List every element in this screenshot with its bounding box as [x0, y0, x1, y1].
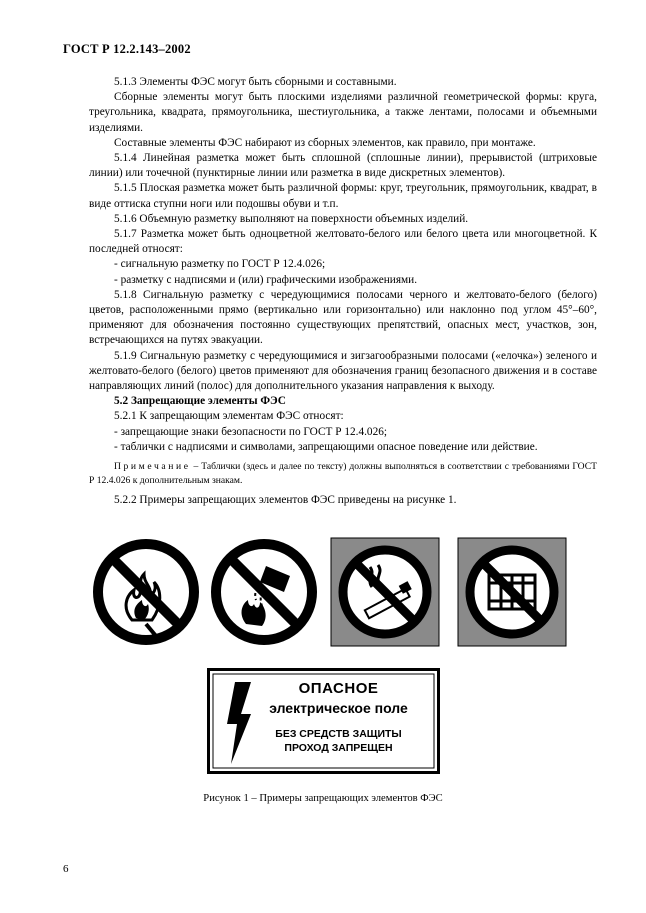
section-heading-5-2: 5.2 Запрещающие элементы ФЭС	[114, 395, 286, 408]
plate-line-danger: ОПАСНОЕ	[298, 680, 379, 697]
list-item-inscription-marking: - разметку с надписями и (или) графическими изображениями.	[114, 273, 418, 286]
plate-line-passage-forbidden: ПРОХОД ЗАПРЕЩЕН	[284, 742, 393, 754]
list-item-plates: - таблички с надписями и символами, запрещающими опасное поведение или действие.	[114, 440, 538, 453]
paragraph-5-1-4: 5.1.4 Линейная разметка может быть сплошной (сплошные линии), прерывистой (штриховые линии) или точечной (пунктирные линии или разметка в виде дискретных элементов).	[89, 152, 597, 180]
paragraph-5-2-2: 5.2.2 Примеры запрещающих элементов ФЭС приведены на рисунке 1.	[114, 494, 457, 507]
electric-field-warning-plate	[207, 668, 440, 774]
document-header: ГОСТ Р 12.2.143–2002	[63, 42, 191, 56]
list-item-signal-marking: - сигнальную разметку по ГОСТ Р 12.4.026;	[114, 258, 326, 271]
list-item-prohibition-signs: - запрещающие знаки безопасности по ГОСТ Р 12.4.026;	[114, 425, 388, 438]
paragraph-5-1-3: 5.1.3 Элементы ФЭС могут быть сборными и составными.	[114, 76, 397, 88]
body-text	[89, 75, 597, 508]
paragraph-5-1-5: 5.1.5 Плоская разметка может быть различной формы: круг, треугольник, прямоугольник, квадрат, в виде оттиска ступни ноги или подошвы обуви и т.п.	[89, 182, 597, 210]
paragraph-assembled: Сборные элементы могут быть плоскими изделиями различной геометрической формы: круга, треугольника, квадрата, прямоугольника, шестиугольника, а также лентами, полосами и объемными изделиями.	[89, 91, 597, 134]
note	[89, 460, 597, 488]
paragraph-composite: Составные элементы ФЭС набирают из сборных элементов, как правило, при монтаже.	[114, 136, 536, 149]
page-number: 6	[63, 863, 69, 875]
paragraph-5-1-8: 5.1.8 Сигнальную разметку с чередующимися полосами черного и желтовато-белого (белого) цветов, расположенными прямо (вертикально или горизонтально) или наклонно под углом 45°–60°, применяют для обозначения постоянно существующих препятствий, опасных мест, участков, зон, встречающихся на путях эвакуации.	[89, 288, 597, 347]
no-smoking-sign	[330, 537, 440, 647]
no-open-flame-sign	[92, 538, 200, 646]
note-text: – Таблички (здесь и далее по тексту) должны выполняться в соответствии с требованиями ГОСТ Р 12.4.026 к дополнительным знакам.	[89, 461, 597, 487]
no-water-extinguishing-sign	[210, 538, 318, 646]
paragraph-5-1-7: 5.1.7 Разметка может быть одноцветной желтовато-белого или белого цвета или многоцветной. К последней относят:	[89, 228, 597, 256]
plate-line-electric-field: электрическое поле	[269, 700, 408, 716]
paragraph-5-1-6: 5.1.6 Объемную разметку выполняют на поверхности объемных изделий.	[114, 212, 469, 225]
paragraph-5-2-1: 5.2.1 К запрещающим элементам ФЭС относят:	[114, 410, 344, 423]
paragraph-5-1-9: 5.1.9 Сигнальную разметку с чередующимися и зигзагообразными полосами («елочка») зеленого и желтовато-белого (белого) цветов применяют для обозначения границ безопасного движения и в составе направляющих линий (полос) для дополнительного указания направления к выходу.	[89, 349, 597, 393]
no-blocking-sign	[457, 537, 567, 647]
figure-caption: Рисунок 1 – Примеры запрещающих элементов ФЭС	[203, 793, 443, 804]
plate-line-without-protection: БЕЗ СРЕДСТВ ЗАЩИТЫ	[275, 728, 402, 740]
note-label: Примечание	[114, 461, 191, 473]
